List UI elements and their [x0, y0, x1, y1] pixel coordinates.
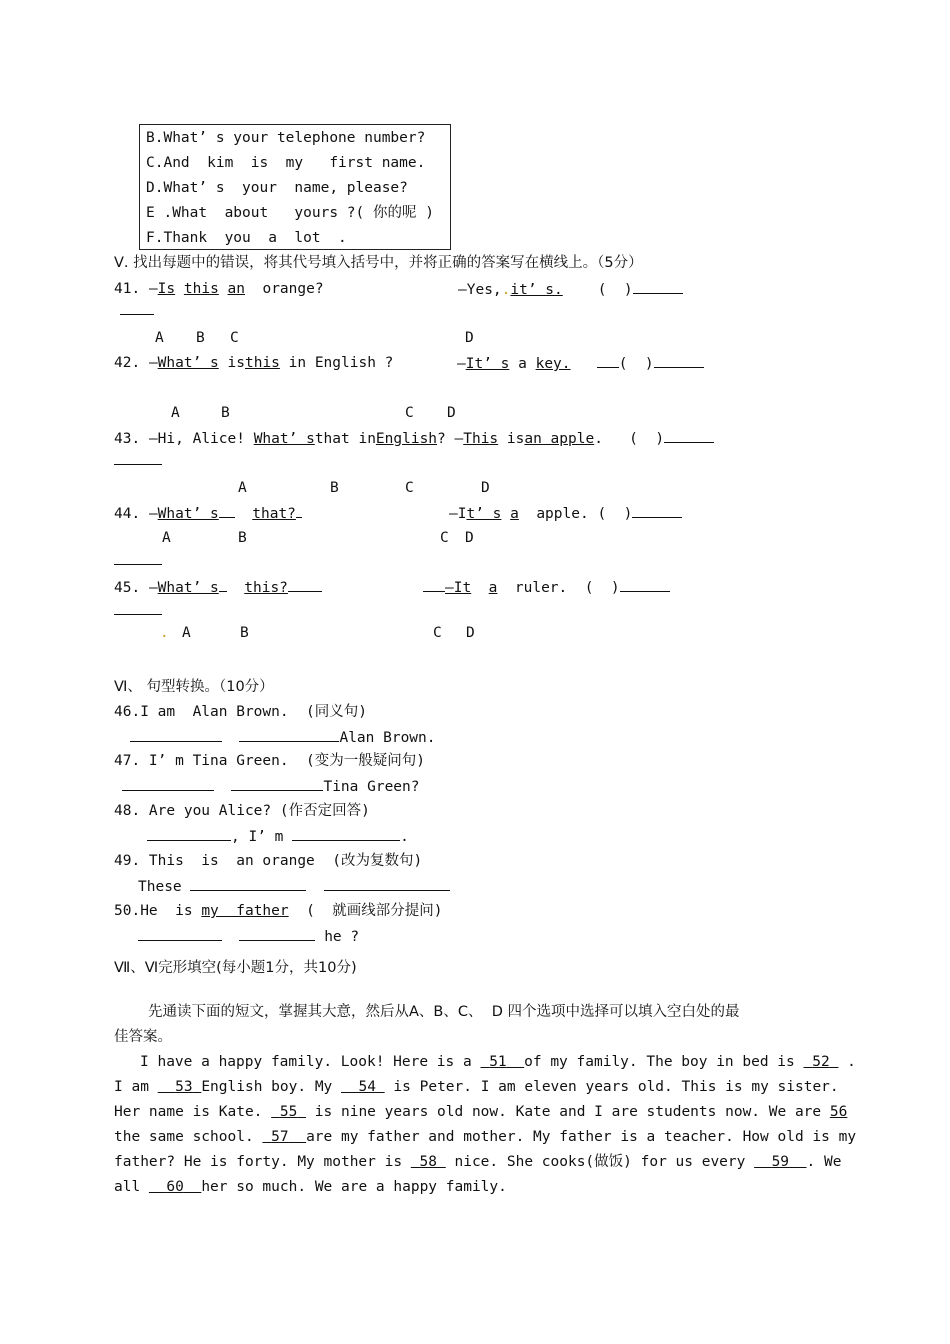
passage-line-2: I am 53 English boy. My 54 is Peter. I am eleven years old. This is my sister.	[114, 1079, 839, 1095]
q44-letter-d: D	[465, 530, 474, 546]
q41-letter-d: D	[465, 330, 474, 346]
q45-letter-d: D	[466, 625, 475, 641]
passage-line-3: Her name is Kate. 55 is nine years old now. Kate and I are students now. We are 56	[114, 1104, 848, 1120]
q44-letter-c: C	[440, 530, 449, 546]
q45-blank	[114, 600, 162, 621]
q43-blank	[114, 450, 162, 471]
passage-line-1: I have a happy family. Look! Here is a 51 of my family. The boy in bed is 52 .	[140, 1054, 856, 1070]
q45-line: 45. —What’ s this?	[114, 577, 322, 598]
q50-answer: he ?	[138, 926, 359, 947]
section7-intro-1: 先通读下面的短文，掌握其大意，然后从A、B、C、 D 四个选项中选择可以填入空白处的最	[148, 1004, 740, 1020]
q44-answer: —It’ s a apple. ( )	[449, 503, 682, 524]
q41-letter-a: A	[155, 330, 164, 346]
q42-letter-b: B	[221, 405, 230, 421]
q43-letter-c: C	[405, 480, 414, 496]
q41-answer: —Yes,.it’ s. ( )	[458, 279, 683, 300]
passage-line-6: all 60 her so much. We are a happy family.	[114, 1179, 507, 1195]
q47-answer: Tina Green?	[122, 776, 420, 797]
q45-answer: —It a ruler. ( )	[423, 577, 670, 598]
q44-line: 44. —What’ s that?	[114, 503, 302, 524]
q43-line: 43. —Hi, Alice! What’ sthat inEnglish? —This isan apple. ( )	[114, 428, 714, 449]
q46-prompt: 46.I am Alan Brown. (同义句)	[114, 704, 368, 720]
q42-line: 42. —What’ s isthis in English ?	[114, 355, 394, 371]
option-d: D.What’ s your name, please?	[146, 180, 408, 196]
passage-line-5: father? He is forty. My mother is 58 nice. She cooks(做饭) for us every 59 . We	[114, 1154, 842, 1170]
q46-answer: Alan Brown.	[130, 727, 436, 748]
q45-letter-b: B	[240, 625, 249, 641]
option-e: E .What about yours ?( 你的呢 )	[146, 205, 434, 221]
q41-letter-c: C	[230, 330, 239, 346]
section5-title: Ⅴ. 找出每题中的错误，将其代号填入括号中，并将正确的答案写在横线上。（5分）	[114, 255, 643, 271]
section7-intro-2: 佳答案。	[114, 1029, 172, 1045]
option-f: F.Thank you a lot .	[146, 230, 347, 246]
q43-letter-a: A	[238, 480, 247, 496]
option-b: B.What’ s your telephone number?	[146, 130, 426, 146]
q48-prompt: 48. Are you Alice? (作否定回答)	[114, 803, 370, 819]
q44-letter-a: A	[162, 530, 171, 546]
q43-letter-d: D	[481, 480, 490, 496]
section6-title: Ⅵ、 句型转换。（10分）	[114, 679, 274, 695]
q48-answer: , I’ m .	[147, 826, 409, 847]
q42-answer: —It’ s a key. ( )	[457, 353, 704, 374]
q44-blank	[114, 550, 162, 571]
q50-prompt: 50.He is my father ( 就画线部分提问)	[114, 903, 443, 919]
q42-letter-d: D	[447, 405, 456, 421]
q41-line: 41. —Is this an orange?	[114, 281, 324, 297]
q45-letter-a: A	[182, 625, 191, 641]
q44-letter-b: B	[238, 530, 247, 546]
q41-blank	[120, 300, 154, 321]
q45-dot: .	[160, 625, 169, 641]
q42-letter-c: C	[405, 405, 414, 421]
q45-letter-c: C	[433, 625, 442, 641]
q43-letter-b: B	[330, 480, 339, 496]
q49-prompt: 49. This is an orange (改为复数句)	[114, 853, 423, 869]
passage-line-4: the same school. 57 are my father and mother. My father is a teacher. How old is my	[114, 1129, 857, 1145]
section7-title: Ⅶ、Ⅵ完形填空(每小题1分，共10分)	[114, 960, 357, 976]
option-c: C.And kim is my first name.	[146, 155, 426, 171]
q41-letter-b: B	[196, 330, 205, 346]
q47-prompt: 47. I’ m Tina Green. (变为一般疑问句)	[114, 753, 426, 769]
q42-letter-a: A	[171, 405, 180, 421]
q49-answer: These	[138, 876, 450, 897]
